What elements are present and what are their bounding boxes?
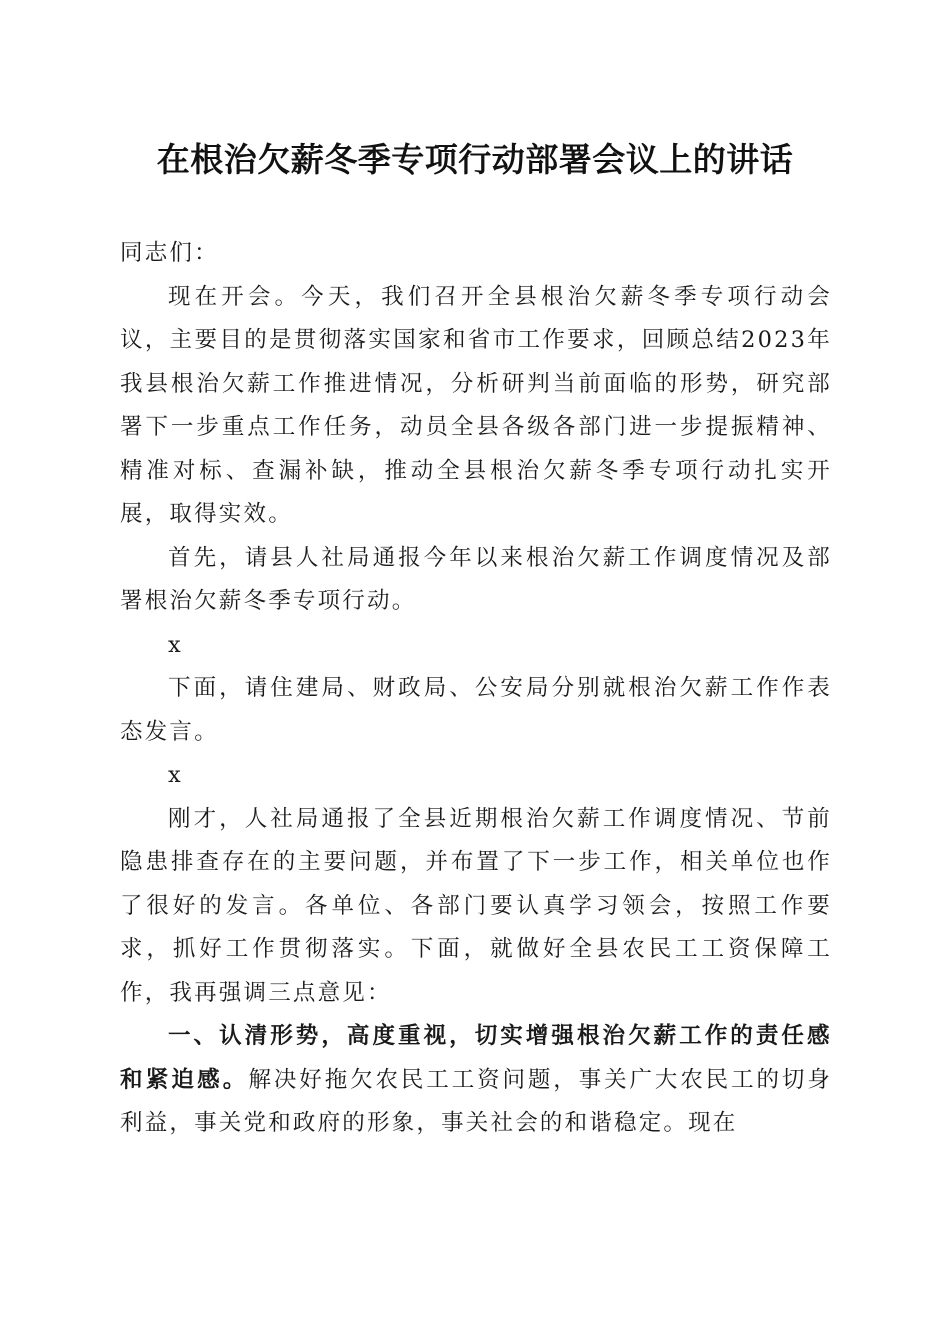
paragraph-point-one <box>120 1015 832 1146</box>
salutation: 同志们： <box>120 240 219 266</box>
paragraph-statements: 下面，请住建局、财政局、公安局分别就根治欠薪工作作表态发言。 <box>120 675 832 745</box>
paragraph-first-report: 首先，请县人社局通报今年以来根治欠薪工作调度情况及部署根治欠薪冬季专项行动。 <box>120 544 832 614</box>
paragraph-summary: 刚才，人社局通报了全县近期根治欠薪工作调度情况、节前隐患排查存在的主要问题，并布置了下一步工作，相关单位也作了很好的发言。各单位、各部门要认真学习领会，按照工作要求，抓好工作贯彻落实。下面，就做好全县农民工工资保障工作，我再强调三点意见： <box>120 805 832 1006</box>
document-body <box>120 232 832 1146</box>
placeholder-x-1: x <box>168 631 183 658</box>
point-one-heading: 一、认清形势，高度重视，切实增强根治欠薪工作的责任感和紧迫感。 <box>120 1023 832 1093</box>
placeholder-x-2: x <box>168 762 183 788</box>
paragraph-opening: 现在开会。今天，我们召开全县根治欠薪冬季专项行动会议，主要目的是贯彻落实国家和省市工作要求，回顾总结2023年我县根治欠薪工作推进情况，分析研判当前面临的形势，研究部署下一步重点工作任务，动员全县各级各部门进一步提振精神、精准对标、查漏补缺，推动全县根治欠薪冬季专项行动扎实开展，取得实效。 <box>120 283 832 527</box>
point-one-text: 解决好拖欠农民工工资问题，事关广大农民工的切身利益，事关党和政府的形象，事关社会的和谐稳定。现在 <box>120 1066 832 1136</box>
document-title: 在根治欠薪冬季专项行动部署会议上的讲话 <box>156 140 794 179</box>
